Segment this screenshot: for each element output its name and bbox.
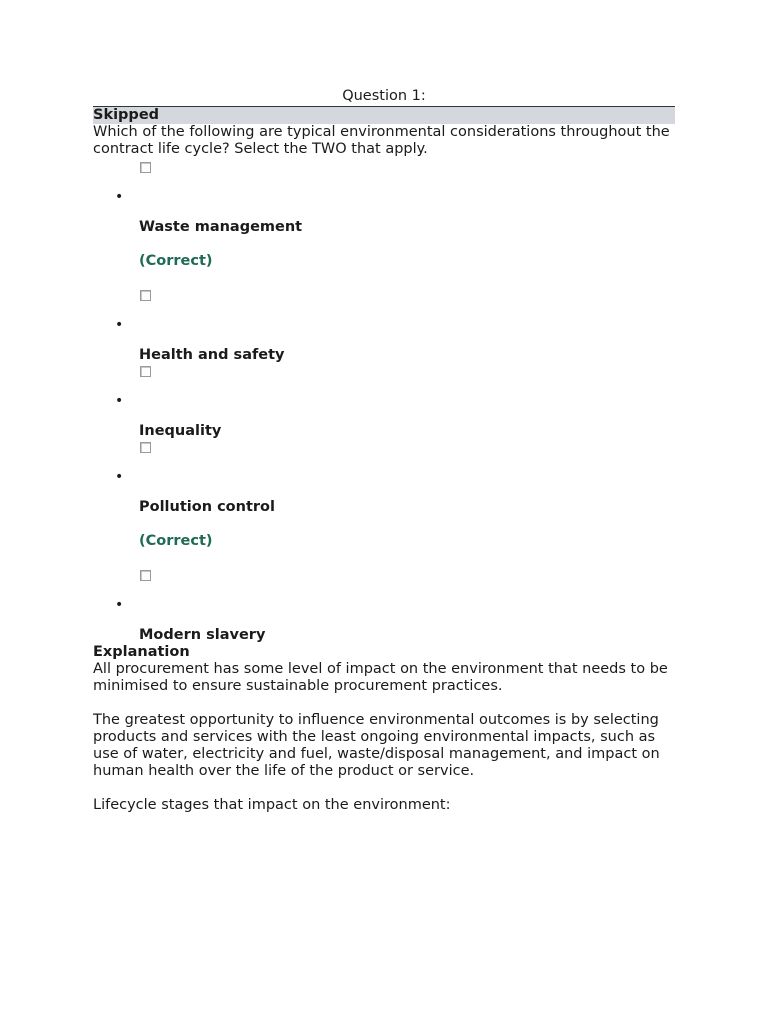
explanation-paragraph: All procurement has some level of impact on the environment that needs to be minimised to ensure sustainable procurement practices. [93,661,668,694]
bullet-icon: • [115,393,124,409]
option-label-inequality: Inequality [139,423,222,439]
question-title: Question 1: [342,88,426,104]
correct-badge-waste-management: (Correct) [139,253,213,269]
option-label-modern-slavery: Modern slavery [139,627,266,643]
option-checkbox-pollution-control[interactable] [140,442,151,453]
status-badge: Skipped [93,107,675,124]
bullet-icon: • [115,597,124,613]
question-text: Which of the following are typical environmental considerations throughout the contract life cycle? Select the TWO that apply. [93,124,670,157]
question-card [93,87,675,813]
explanation-section [93,644,675,831]
bullet-icon: • [115,469,124,485]
explanation-paragraph: The greatest opportunity to influence environmental outcomes is by selecting products and services with the least ongoing environmental impacts, such as use of water, electricity and fuel, waste/disposal management, and impact on human health over the life of the product or service. [93,712,660,779]
option-checkbox-waste-management[interactable] [140,162,151,173]
explanation-paragraph: Lifecycle stages that impact on the environment: [93,797,451,813]
explanation-heading: Explanation [93,644,190,660]
option-label-waste-management: Waste management [139,219,303,235]
option-label-pollution-control: Pollution control [139,499,275,515]
option-checkbox-modern-slavery[interactable] [140,570,151,581]
bullet-icon: • [115,317,124,333]
option-checkbox-health-and-safety[interactable] [140,290,151,301]
bullet-icon: • [115,189,124,205]
correct-badge-pollution-control: (Correct) [139,533,213,549]
option-checkbox-inequality[interactable] [140,366,151,377]
option-label-health-and-safety: Health and safety [139,347,285,363]
